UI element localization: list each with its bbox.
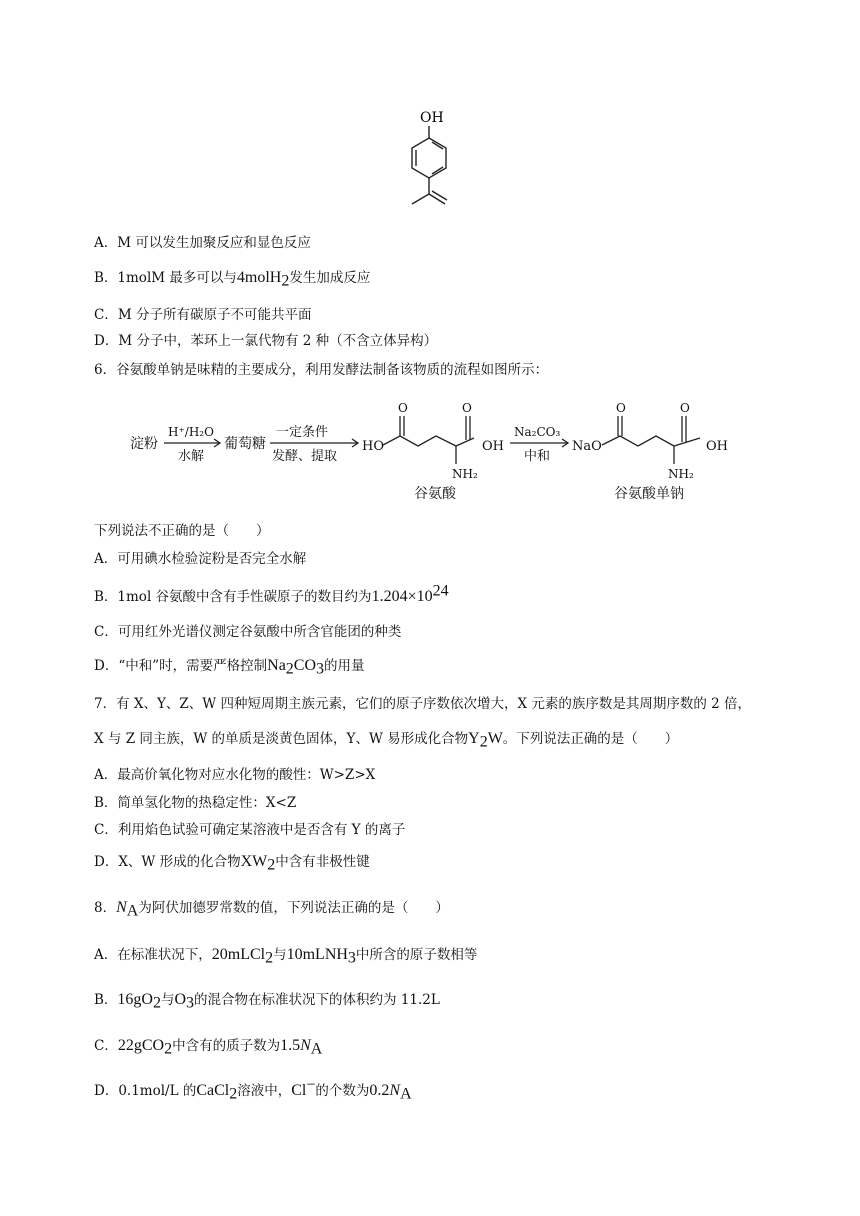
carbonyl-o-4: O <box>680 401 690 415</box>
q5-option-a: A．M 可以发生加聚反应和显色反应 <box>94 235 311 251</box>
q7-option-d: D．X、W 形成的化合物$XW_2$中含有非极性键 <box>94 853 370 874</box>
q8-option-c: C．22gCO$_2$中含有的质子数为$1.5N_A$ <box>94 1037 323 1058</box>
molecule-m-structure <box>380 104 490 222</box>
q5-option-d: D．M 分子中，苯环上一氯代物有 2 种（不含立体异构） <box>94 333 438 349</box>
q8-option-d: D．0.1mol/L 的CaCl$_2$溶液中，Cl−的个数为$0.2N_A$ <box>94 1076 412 1103</box>
glucose-label: 葡萄糖 <box>224 436 266 452</box>
starch-label: 淀粉 <box>130 436 158 452</box>
q7-stem-line1: 7．有 X、Y、Z、W 四种短周期主族元素，它们的原子序数依次增大，X 元素的族序数是其周期序数的 2 倍， <box>94 696 752 712</box>
glutamic-acid-name: 谷氨酸 <box>414 486 456 502</box>
q5-option-c: C．M 分子所有碳原子不可能共平面 <box>94 307 312 323</box>
q8-option-a: A．在标准状况下，20mLCl$_2$与10mLNH$_3$中所含的原子数相等 <box>94 946 478 967</box>
oh-label-2: OH <box>706 439 728 454</box>
q6-option-d: D．“中和”时，需要严格控制$Na_2CO_3$的用量 <box>94 657 365 678</box>
q6-option-c: C．可用红外光谱仪测定谷氨酸中所含官能团的种类 <box>94 624 402 640</box>
condition3-bottom: 中和 <box>524 449 551 464</box>
msg-name: 谷氨酸单钠 <box>614 486 684 502</box>
condition1-top: H⁺/H₂O <box>168 425 214 439</box>
nao-label: NaO <box>572 439 602 454</box>
glutamate-process-diagram <box>126 398 736 508</box>
ho-label: HO <box>362 439 384 454</box>
carbonyl-o-1: O <box>398 401 408 415</box>
carbonyl-o-3: O <box>616 401 626 415</box>
q6-stem: 6．谷氨酸单钠是味精的主要成分，利用发酵法制备该物质的流程如图所示： <box>94 362 549 378</box>
condition2-bottom: 发酵、提取 <box>272 449 338 464</box>
carbonyl-o-2: O <box>462 401 472 415</box>
condition2-top: 一定条件 <box>276 425 329 440</box>
q5-option-b: B．1molM 最多可以与4molH$_2$发生加成反应 <box>94 269 371 290</box>
q6-option-a: A．可用碘水检验淀粉是否完全水解 <box>94 551 307 567</box>
q7-option-c: C．利用焰色试验可确定某溶液中是否含有 Y 的离子 <box>94 822 406 838</box>
q6-question: 下列说法不正确的是（ ） <box>94 523 270 539</box>
q7-stem-line2: X 与 Z 同主族，W 的单质是淡黄色固体，Y、W 易形成化合物$Y_2W$。下列说法正确的是（ ） <box>94 730 679 751</box>
amino-label-1: NH₂ <box>452 467 478 481</box>
q7-option-b: B．简单氢化物的热稳定性：X<Z <box>94 795 297 811</box>
condition3-top: Na₂CO₃ <box>514 425 561 439</box>
q8-stem: 8．$N_A$为阿伏加德罗常数的值，下列说法正确的是（ ） <box>94 899 449 920</box>
condition1-bottom: 水解 <box>178 449 205 464</box>
q6-option-b: B．1mol 谷氨酸中含有手性碳原子的数目约为$1.204\times 10^{24}$ <box>94 582 449 605</box>
hydroxyl-label: OH <box>420 110 444 126</box>
amino-label-2: NH₂ <box>668 467 694 481</box>
oh-label-1: OH <box>482 439 504 454</box>
q7-option-a: A．最高价氧化物对应水化物的酸性：W>Z>X <box>94 767 376 783</box>
q8-option-b: B．$16gO_2$与$O_3$的混合物在标准状况下的体积约为 11.2L <box>94 991 440 1012</box>
